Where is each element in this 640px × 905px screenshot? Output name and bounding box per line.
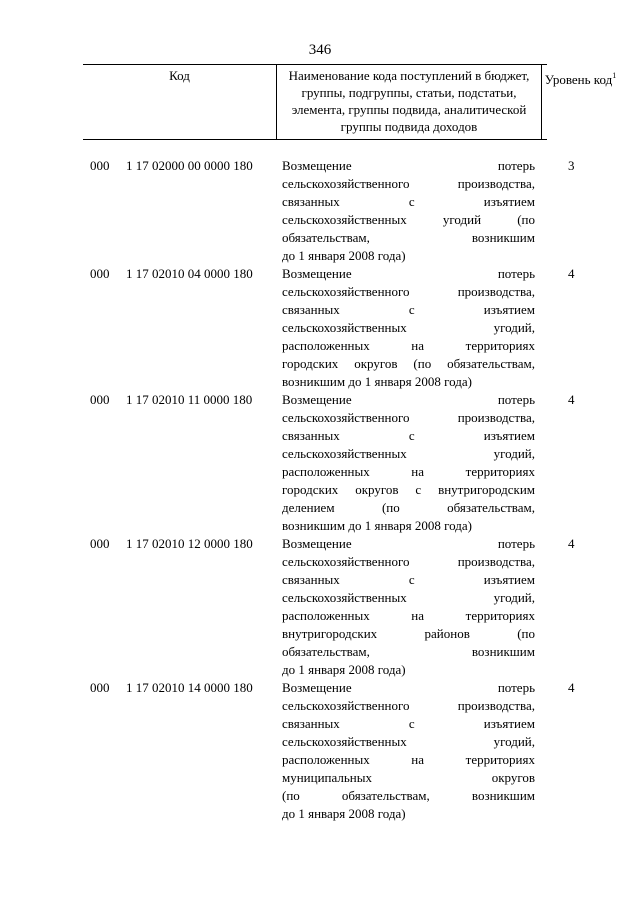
code-description	[282, 679, 535, 823]
description-line: сельскохозяйственных угодий,	[282, 590, 535, 605]
description-line: внутригородских районов (по	[282, 626, 535, 641]
header-name: Наименование кода поступлений в бюджет, группы, подгруппы, статьи, подстатьи, элемента, группы подвида, аналитической группы подвида доходов	[276, 65, 542, 139]
header-level-text: Уровень код	[544, 72, 613, 87]
description-line: городских округов с внутригородским	[282, 482, 535, 497]
description-last-line: до 1 января 2008 года)	[282, 662, 406, 677]
description-last-line: возникшим до 1 января 2008 года)	[282, 518, 472, 533]
code-level: 4	[568, 392, 575, 407]
table-row	[0, 157, 640, 265]
admin-code: 000	[90, 266, 110, 281]
description-line: расположенных на территориях	[282, 464, 535, 479]
header-level-footnote: 1	[612, 71, 617, 80]
description-last-line: городских округов (по обязательствам, возникшим до 1 января 2008 года)	[282, 356, 535, 389]
description-line: Возмещение потерь	[282, 680, 535, 695]
description-line: сельскохозяйственных угодий,	[282, 734, 535, 749]
description-last-line: до 1 января 2008 года)	[282, 248, 406, 263]
description-line: Возмещение потерь	[282, 392, 535, 407]
table-row	[0, 265, 640, 391]
budget-code: 1 17 02010 12 0000 180	[126, 536, 253, 551]
table-row	[0, 535, 640, 679]
description-line: сельскохозяйственного производства,	[282, 176, 535, 191]
description-line: Возмещение потерь	[282, 266, 535, 281]
code-description	[282, 265, 535, 391]
admin-code: 000	[90, 536, 110, 551]
description-line: связанных с изъятием	[282, 716, 535, 731]
code-level: 4	[568, 680, 575, 695]
admin-code: 000	[90, 158, 110, 173]
description-line: связанных с изъятием	[282, 302, 535, 317]
budget-code: 1 17 02010 11 0000 180	[126, 392, 253, 407]
budget-code: 1 17 02000 00 0000 180	[126, 158, 253, 173]
description-line: связанных с изъятием	[282, 194, 535, 209]
admin-code: 000	[90, 392, 110, 407]
description-line: сельскохозяйственных угодий (по	[282, 212, 535, 227]
description-line: муниципальных округов	[282, 770, 535, 785]
description-line: обязательствам, возникшим	[282, 230, 535, 245]
description-line: сельскохозяйственного производства,	[282, 410, 535, 425]
code-level: 4	[568, 536, 575, 551]
description-line: делением (по обязательствам,	[282, 500, 535, 515]
table-row	[0, 391, 640, 535]
description-line: связанных с изъятием	[282, 572, 535, 587]
description-last-line: до 1 января 2008 года)	[282, 806, 406, 821]
description-line: сельскохозяйственных угодий,	[282, 446, 535, 461]
description-line: Возмещение потерь	[282, 158, 535, 173]
code-description	[282, 535, 535, 679]
description-line: обязательствам, возникшим	[282, 644, 535, 659]
code-level: 4	[568, 266, 575, 281]
code-description	[282, 157, 535, 265]
description-line: связанных с изъятием	[282, 428, 535, 443]
table-body	[0, 157, 640, 823]
page-number: 346	[308, 42, 332, 58]
table-row	[0, 679, 640, 823]
description-line: (по обязательствам, возникшим	[282, 788, 535, 803]
description-line: расположенных на территориях	[282, 338, 535, 353]
description-line: сельскохозяйственного производства,	[282, 698, 535, 713]
description-line: сельскохозяйственного производства,	[282, 554, 535, 569]
code-level: 3	[568, 158, 575, 173]
description-line: расположенных на территориях	[282, 608, 535, 623]
description-line: расположенных на территориях	[282, 752, 535, 767]
budget-code: 1 17 02010 14 0000 180	[126, 680, 253, 695]
header-code: Код	[169, 68, 190, 83]
description-line: сельскохозяйственного производства,	[282, 284, 535, 299]
code-description	[282, 391, 535, 535]
description-line: Возмещение потерь	[282, 536, 535, 551]
table-header	[83, 64, 617, 140]
description-line: сельскохозяйственных угодий,	[282, 320, 535, 335]
admin-code: 000	[90, 680, 110, 695]
header-level	[542, 65, 619, 139]
budget-code: 1 17 02010 04 0000 180	[126, 266, 253, 281]
